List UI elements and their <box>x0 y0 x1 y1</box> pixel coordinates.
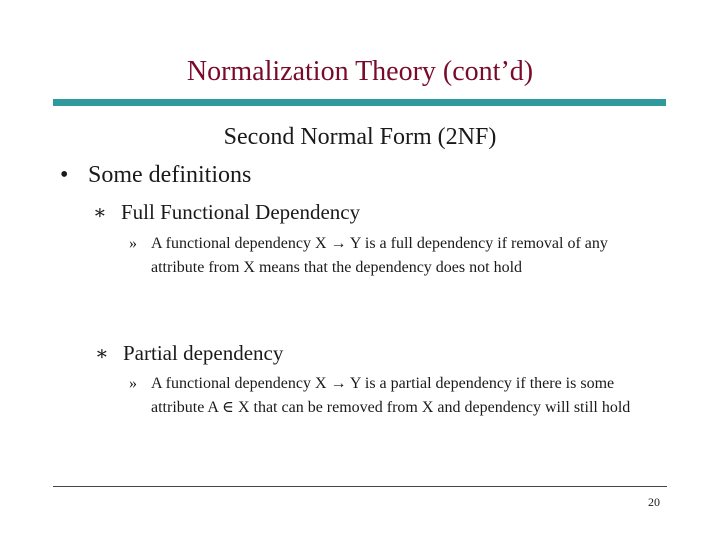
chevron-bullet-icon: » <box>129 235 137 252</box>
slide-title: Normalization Theory (cont’d) <box>186 56 534 87</box>
sub-bullet-heading: Full Functional Dependency <box>121 200 361 224</box>
asterisk-bullet-icon: ∗ <box>95 343 109 365</box>
sub-bullet-full-dependency <box>93 198 360 227</box>
chevron-bullet-icon: » <box>129 375 137 392</box>
sub-bullet-partial-dependency <box>95 339 283 368</box>
definition-full-dependency <box>129 232 651 280</box>
bullet-dot-icon: • <box>60 162 69 188</box>
main-bullet <box>60 159 251 191</box>
definition-text: A functional dependency X → Y is a partial dependency if there is some attribute A ∈ X that can be removed from X and dependency will still hold <box>151 375 631 416</box>
title-divider <box>53 99 666 106</box>
definition-text: A functional dependency X → Y is a full dependency if removal of any attribute from X means that the dependency does not hold <box>151 235 608 276</box>
asterisk-bullet-icon: ∗ <box>93 202 107 224</box>
page-number: 20 <box>648 495 660 509</box>
main-bullet-text: Some definitions <box>88 162 252 188</box>
footer-divider <box>53 486 667 487</box>
slide-subtitle: Second Normal Form (2NF) <box>223 124 497 150</box>
definition-partial-dependency <box>129 372 651 420</box>
sub-bullet-heading: Partial dependency <box>123 341 284 365</box>
